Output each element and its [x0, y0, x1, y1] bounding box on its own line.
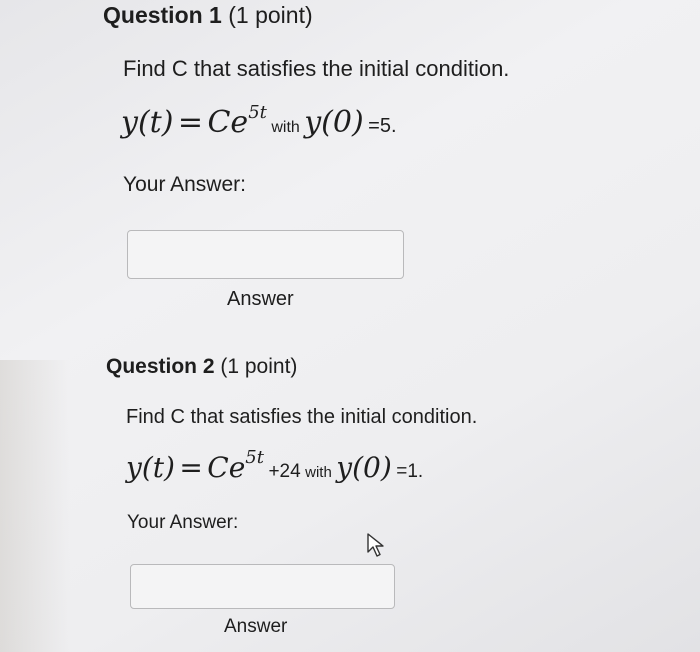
question-2 [106, 352, 478, 637]
equation-cond-equals: = [368, 115, 380, 137]
equation-with: with [305, 464, 332, 481]
question-prompt: Find C that satisfies the initial condition. [126, 406, 478, 428]
equation-lhs: y(t) [121, 105, 174, 140]
equation-with: with [271, 119, 300, 136]
equation-coefficient: $Ce^{5t}$ [207, 447, 264, 484]
question-title: Question 1 [103, 2, 222, 28]
equation-condition: y(0) [336, 451, 392, 484]
equation-lhs: y(t) [126, 451, 175, 484]
equation-condition: y(0) [304, 105, 364, 140]
equation-coefficient: $Ce^{5t}$ [207, 102, 267, 140]
equation-cond-equals: = [396, 461, 408, 482]
equation-cond-value: 1. [407, 461, 424, 482]
answer-input[interactable] [130, 564, 395, 609]
question-title: Question 2 [106, 355, 215, 378]
equation-addend: 24 [279, 461, 301, 482]
equation [126, 447, 423, 484]
question-prompt: Find C that satisfies the initial condition. [123, 56, 510, 81]
equation [121, 102, 397, 140]
question-header [103, 0, 313, 30]
answer-button[interactable]: Answer [224, 616, 288, 637]
question-header [106, 352, 297, 382]
answer-input[interactable] [127, 230, 404, 279]
equation-addend-sign: + [268, 461, 280, 482]
question-points: (1 point) [228, 2, 313, 28]
equation-exponent: 5t [248, 102, 267, 123]
answer-button[interactable]: Answer [227, 288, 294, 310]
question-1 [103, 0, 510, 310]
question-points: (1 point) [220, 355, 298, 378]
pointer-arrow-icon [366, 532, 388, 558]
answer-label: Your Answer: [127, 512, 239, 533]
answer-label: Your Answer: [123, 173, 246, 196]
equation-equals: = [179, 451, 203, 484]
equation-cond-value: 5. [379, 115, 397, 137]
equation-exponent: 5t [245, 447, 264, 468]
equation-equals: = [177, 105, 204, 140]
photo-shadow [0, 360, 70, 652]
